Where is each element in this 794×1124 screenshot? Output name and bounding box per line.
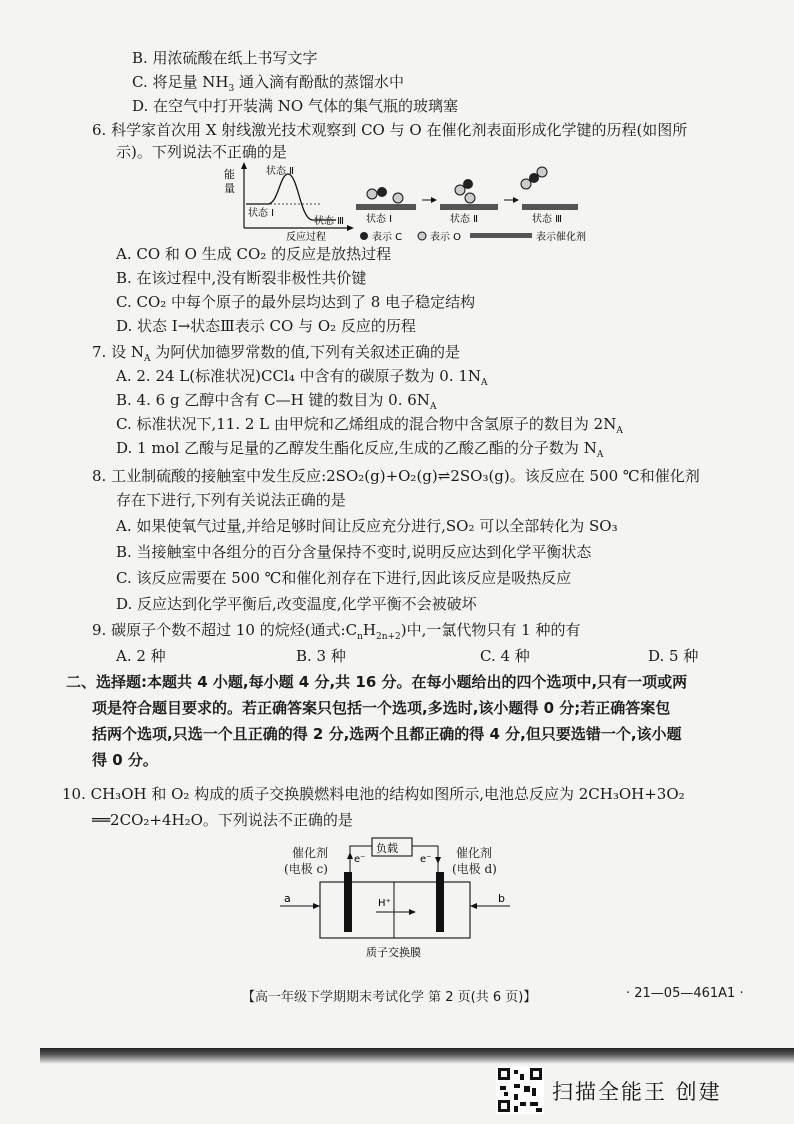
q7-option-c: C. 标准状况下,11. 2 L 由甲烷和乙烯组成的混合物中含氢原子的数目为 $2N_A$ [116, 415, 623, 436]
q5-option-b: B. 用浓硫酸在纸上书写文字 [132, 49, 318, 67]
q9-option-c: C. 4 种 [480, 647, 530, 665]
qr-code-icon [496, 1066, 544, 1114]
curve-state-3-label: 状态 Ⅲ [314, 216, 345, 227]
q6-stem-line2: 示)。下列说法不正确的是 [116, 143, 287, 161]
q5-option-c: C. 将足量 $NH_3$ 通入滴有酚酞的蒸馏水中 [132, 73, 404, 94]
state-2-label: 状态 Ⅱ [450, 214, 479, 225]
catalyst-surface-2 [440, 204, 498, 210]
inlet-b-label: b [498, 892, 505, 905]
electrode-c [344, 872, 352, 932]
q9-option-a: A. 2 种 [116, 647, 166, 665]
q6-option-c: C. CO₂ 中每个原子的最外层均达到了 8 电子稳定结构 [116, 293, 476, 311]
q8-stem-line1: 8. 工业制硫酸的接触室中发生反应:2SO₂(g)+O₂(g)⇌2SO₃(g)。该反应在 500 ℃和催化剂 [92, 467, 700, 485]
curve-state-2-label: 状态 Ⅱ [266, 166, 295, 177]
membrane-label: 质子交换膜 [366, 946, 421, 959]
q8-option-c: C. 该反应需要在 500 ℃和催化剂存在下进行,因此该反应是吸热反应 [116, 569, 572, 587]
inlet-a-label: a [284, 892, 291, 905]
electron-right: e⁻ [420, 854, 432, 865]
section2-line3: 括两个选项,只选一个且正确的得 2 分,选两个且都正确的得 4 分,但只要选错一个,该小题 [92, 725, 682, 743]
reaction-energy-figure [222, 160, 602, 246]
axis-x-label: 反应过程 [286, 232, 326, 243]
state-3-label: 状态 Ⅲ [532, 214, 563, 225]
catalyst-surface-3 [522, 204, 578, 210]
section2-line4: 得 0 分。 [92, 751, 158, 769]
q9-stem: 9. 碳原子个数不超过 10 的烷烃(通式$:C_nH_{2n+2}$)中,一氯代物只有 1 种的有 [92, 621, 581, 642]
q10-stem-line2: ══2CO₂+4H₂O。下列说法不正确的是 [92, 811, 353, 829]
q8-stem-line2: 存在下进行,下列有关说法正确的是 [116, 491, 346, 509]
scan-edge-shadow [40, 1048, 794, 1064]
state-1-label: 状态 Ⅰ [366, 214, 393, 225]
q7-option-b: B. 4. 6 g 乙醇中含有 C—H 键的数目为 0. $6N_A$ [116, 391, 437, 412]
axis-y-label-2: 量 [224, 182, 235, 195]
q6-option-d: D. 状态 Ⅰ→状态Ⅲ表示 CO 与 O₂ 反应的历程 [116, 317, 416, 335]
section2-line2: 项是符合题目要求的。若正确答案只包括一个选项,多选时,该小题得 0 分;若正确答案包 [92, 699, 671, 717]
legend-oxygen: 表示 O [430, 232, 462, 243]
q8-option-d: D. 反应达到化学平衡后,改变温度,化学平衡不会被破坏 [116, 595, 477, 613]
legend-carbon: 表示 C [372, 232, 403, 243]
section2-line1: 二、选择题:本题共 4 小题,每小题 4 分,共 16 分。在每小题给出的四个选项中,只有一项或两 [66, 673, 688, 691]
load-label: 负载 [376, 842, 398, 855]
electrode-d [436, 872, 444, 932]
page-code: · 21—05—461A1 · [626, 986, 744, 1001]
catalyst-surface-1 [356, 204, 416, 210]
legend-catalyst: 表示催化剂 [536, 232, 586, 243]
right-catalyst-label: 催化剂 [456, 846, 493, 860]
q6-option-b: B. 在该过程中,没有断裂非极性共价键 [116, 269, 367, 287]
electron-left: e⁻ [354, 854, 366, 865]
q7-stem: 7. 设 $N_A$ 为阿伏加德罗常数的值,下列有关叙述正确的是 [92, 343, 461, 364]
q6-option-a: A. CO 和 O 生成 CO₂ 的反应是放热过程 [116, 245, 392, 263]
q9-option-d: D. 5 种 [648, 647, 699, 665]
q7-option-a: A. 2. 24 L(标准状况)CCl₄ 中含有的碳原子数为 0. $1N_A$ [116, 367, 488, 388]
q9-option-b: B. 3 种 [296, 647, 346, 665]
q7-option-d: D. 1 mol 乙酸与足量的乙醇发生酯化反应,生成的乙酸乙酯的分子数为 $N_A$ [116, 439, 604, 460]
q8-option-b: B. 当接触室中各组分的百分含量保持不变时,说明反应达到化学平衡状态 [116, 543, 592, 561]
scanner-brand-label: 扫描全能王 创建 [552, 1080, 722, 1104]
axis-y-label-1: 能 [224, 168, 235, 181]
right-electrode-label: (电极 d) [452, 862, 497, 876]
left-electrode-label: (电极 c) [284, 862, 328, 876]
proton-label: H⁺ [378, 898, 391, 909]
q8-option-a: A. 如果使氧气过量,并给足够时间让反应充分进行,SO₂ 可以全部转化为 SO₃ [116, 517, 618, 535]
cell-body [320, 882, 470, 938]
q5-option-d: D. 在空气中打开装满 NO 气体的集气瓶的玻璃塞 [132, 97, 458, 115]
q6-stem-line1: 6. 科学家首次用 X 射线激光技术观察到 CO 与 O 在催化剂表面形成化学键的历程(如图所 [92, 121, 688, 139]
q10-stem-line1: 10. CH₃OH 和 O₂ 构成的质子交换膜燃料电池的结构如图所示,电池总反应为 2CH₃OH+3O₂ [62, 785, 685, 803]
curve-state-1-label: 状态 Ⅰ [248, 208, 275, 219]
left-catalyst-label: 催化剂 [292, 846, 329, 860]
page-footer: 【高一年级下学期期末考试化学 第 2 页(共 6 页)】 [242, 990, 537, 1005]
